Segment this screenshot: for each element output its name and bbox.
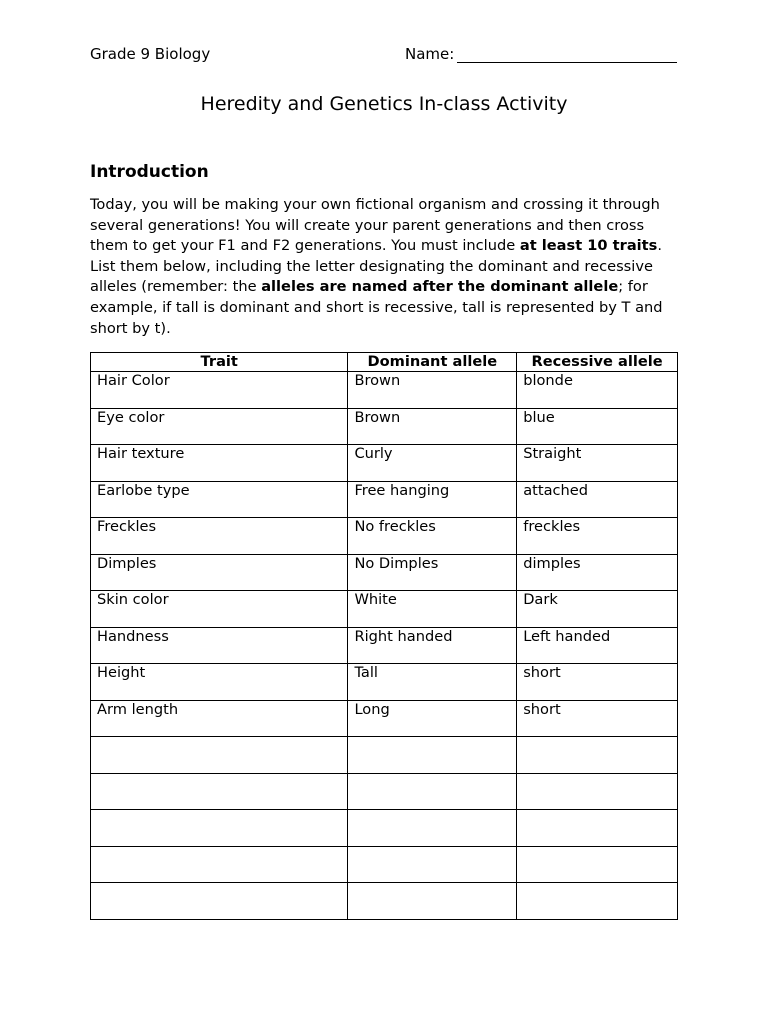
trait-cell[interactable]: [91, 846, 348, 883]
table-row: [91, 846, 678, 883]
trait-cell: Hair texture: [91, 445, 348, 482]
recessive-allele-cell: blue: [517, 408, 678, 445]
recessive-allele-cell: Dark: [517, 591, 678, 628]
trait-cell[interactable]: [91, 883, 348, 920]
intro-text-1: Today, you will be making your own fictional organism and crossing it through several generations! You will create your parent generations and then cross them to get your F1 and F2 generations. You must include: [90, 196, 660, 255]
recessive-allele-cell: dimples: [517, 554, 678, 591]
header-trait: Trait: [91, 353, 348, 372]
table-row: [91, 554, 678, 591]
table-row: [91, 518, 678, 555]
name-blank-line[interactable]: [457, 45, 677, 63]
recessive-allele-cell[interactable]: [517, 773, 678, 810]
name-field: [405, 45, 677, 63]
trait-cell: Handness: [91, 627, 348, 664]
dominant-allele-cell[interactable]: [348, 737, 517, 774]
table-row: [91, 591, 678, 628]
trait-cell: Skin color: [91, 591, 348, 628]
trait-cell[interactable]: [91, 737, 348, 774]
table-row: [91, 627, 678, 664]
table-row: [91, 700, 678, 737]
table-header-row: [91, 353, 678, 372]
table-row: [91, 445, 678, 482]
recessive-allele-cell: Straight: [517, 445, 678, 482]
trait-cell[interactable]: [91, 773, 348, 810]
dominant-allele-cell: No freckles: [348, 518, 517, 555]
intro-text-3: ; for example, if tall is dominant and short is recessive, tall is represented by T and short by t).: [90, 278, 663, 337]
recessive-allele-cell[interactable]: [517, 846, 678, 883]
introduction-paragraph: [90, 195, 682, 339]
table-row: [91, 481, 678, 518]
header-recessive-allele: Recessive allele: [517, 353, 678, 372]
traits-table-body: [91, 372, 678, 920]
name-label: Name:: [405, 45, 455, 63]
dominant-allele-cell: Tall: [348, 664, 517, 701]
table-row: [91, 883, 678, 920]
intro-text-2: . List them below, including the letter designating the dominant and recessive alleles (remember: the: [90, 237, 662, 296]
table-row: [91, 737, 678, 774]
trait-cell: Dimples: [91, 554, 348, 591]
table-row: [91, 664, 678, 701]
trait-cell[interactable]: [91, 810, 348, 847]
page-title: Heredity and Genetics In-class Activity: [200, 93, 568, 115]
course-label: Grade 9 Biology: [90, 45, 211, 63]
trait-cell: Freckles: [91, 518, 348, 555]
introduction-heading: Introduction: [90, 162, 209, 182]
trait-cell: Height: [91, 664, 348, 701]
recessive-allele-cell: short: [517, 700, 678, 737]
dominant-allele-cell: Right handed: [348, 627, 517, 664]
dominant-allele-cell[interactable]: [348, 810, 517, 847]
traits-table: [90, 352, 678, 920]
dominant-allele-cell: Free hanging: [348, 481, 517, 518]
dominant-allele-cell: Brown: [348, 408, 517, 445]
recessive-allele-cell[interactable]: [517, 810, 678, 847]
recessive-allele-cell: blonde: [517, 372, 678, 409]
recessive-allele-cell[interactable]: [517, 883, 678, 920]
dominant-allele-cell: Curly: [348, 445, 517, 482]
table-row: [91, 810, 678, 847]
table-row: [91, 372, 678, 409]
intro-bold-2: alleles are named after the dominant allele: [261, 278, 619, 296]
trait-cell: Hair Color: [91, 372, 348, 409]
recessive-allele-cell: short: [517, 664, 678, 701]
table-row: [91, 773, 678, 810]
recessive-allele-cell: attached: [517, 481, 678, 518]
trait-cell: Eye color: [91, 408, 348, 445]
dominant-allele-cell[interactable]: [348, 773, 517, 810]
recessive-allele-cell[interactable]: [517, 737, 678, 774]
dominant-allele-cell: White: [348, 591, 517, 628]
header-dominant-allele: Dominant allele: [348, 353, 517, 372]
recessive-allele-cell: freckles: [517, 518, 678, 555]
dominant-allele-cell: Brown: [348, 372, 517, 409]
table-row: [91, 408, 678, 445]
trait-cell: Earlobe type: [91, 481, 348, 518]
dominant-allele-cell[interactable]: [348, 883, 517, 920]
trait-cell: Arm length: [91, 700, 348, 737]
dominant-allele-cell: No Dimples: [348, 554, 517, 591]
dominant-allele-cell[interactable]: [348, 846, 517, 883]
dominant-allele-cell: Long: [348, 700, 517, 737]
recessive-allele-cell: Left handed: [517, 627, 678, 664]
intro-bold-1: at least 10 traits: [519, 237, 658, 255]
